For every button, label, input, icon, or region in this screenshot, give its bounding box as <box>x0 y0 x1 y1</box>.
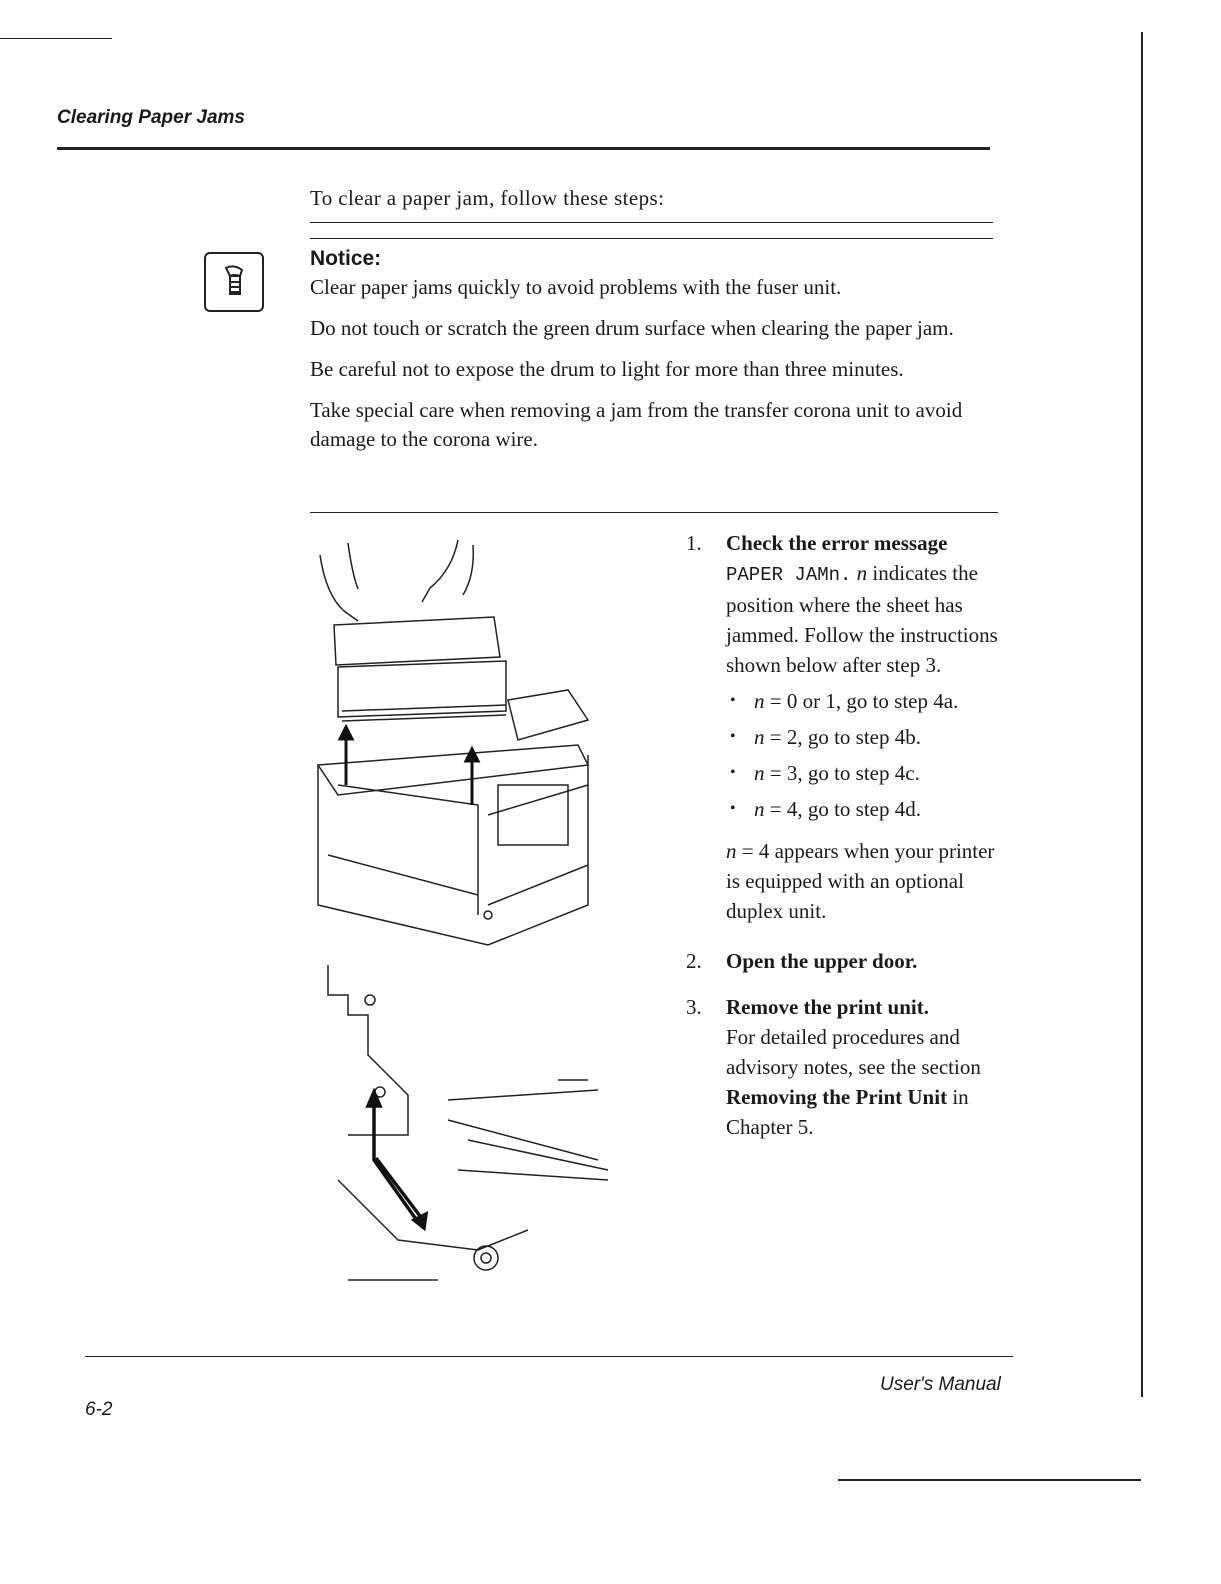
notice-body <box>310 273 1000 466</box>
duplex-note <box>726 836 1006 926</box>
variable-n: n <box>754 689 765 713</box>
list-item-text: = 3, go to step 4c. <box>769 761 920 785</box>
list-item <box>726 794 1006 824</box>
hand-pointing-icon <box>204 252 264 312</box>
step-number: 3. <box>686 995 702 1019</box>
page-number: 6-2 <box>85 1399 113 1420</box>
intro-text: To clear a paper jam, follow these steps: <box>310 186 665 210</box>
jam-position-list <box>726 686 1006 824</box>
list-item <box>726 686 1006 716</box>
section-header: Clearing Paper Jams <box>57 107 245 128</box>
step-title: Remove the print unit. <box>726 995 929 1019</box>
step-body: in Chapter 5. <box>726 1085 969 1139</box>
paper-path-cross-section <box>318 960 618 1290</box>
manual-name: User's Manual <box>880 1374 1001 1395</box>
notice-paragraph: Take special care when removing a jam from the transfer corona unit to avoid damage to the corona wire. <box>310 398 963 451</box>
printer-print-unit-illustration <box>308 535 598 955</box>
variable-n: n <box>856 561 868 585</box>
step-title: Open the upper door. <box>726 949 918 973</box>
notice-paragraph: Clear paper jams quickly to avoid problems with the fuser unit. <box>310 275 842 299</box>
list-item-text: = 2, go to step 4b. <box>769 725 922 749</box>
step-1 <box>686 528 1006 926</box>
notice-title: Notice: <box>310 247 382 270</box>
step-3 <box>686 992 1006 1142</box>
header-rule <box>57 147 990 150</box>
page-edge-line <box>1141 32 1143 1397</box>
list-item <box>726 758 1006 788</box>
variable-n: n <box>726 839 737 863</box>
top-left-mark <box>0 38 112 39</box>
error-message-code: PAPER JAMn. <box>726 564 852 586</box>
step-number: 1. <box>686 531 702 555</box>
notice-paragraph: Do not touch or scratch the green drum surface when clearing the paper jam. <box>310 316 954 340</box>
note-text: = 4 appears when your printer is equipped with an optional duplex unit. <box>726 839 995 923</box>
notice-bottom-rule <box>310 512 998 513</box>
notice-top-rule <box>310 238 993 239</box>
list-item <box>726 722 1006 752</box>
step-title: Check the error message <box>726 531 948 555</box>
cross-reference: Removing the Print Unit <box>726 1085 948 1109</box>
step-body: indicates the position where the sheet has jammed. Follow the instructions shown below after step 3. <box>726 561 998 677</box>
steps-list <box>686 528 1006 1158</box>
intro-rule <box>310 222 993 223</box>
footer-rule <box>85 1356 1013 1357</box>
variable-n: n <box>754 761 765 785</box>
step-body: For detailed procedures and advisory notes, see the section <box>726 1025 981 1079</box>
variable-n: n <box>754 725 765 749</box>
list-item-text: = 4, go to step 4d. <box>769 797 922 821</box>
notice-paragraph: Be careful not to expose the drum to light for more than three minutes. <box>310 357 904 381</box>
bottom-right-mark <box>838 1479 1141 1481</box>
variable-n: n <box>754 797 765 821</box>
step-2 <box>686 946 1006 976</box>
step-number: 2. <box>686 949 702 973</box>
list-item-text: = 0 or 1, go to step 4a. <box>769 689 959 713</box>
